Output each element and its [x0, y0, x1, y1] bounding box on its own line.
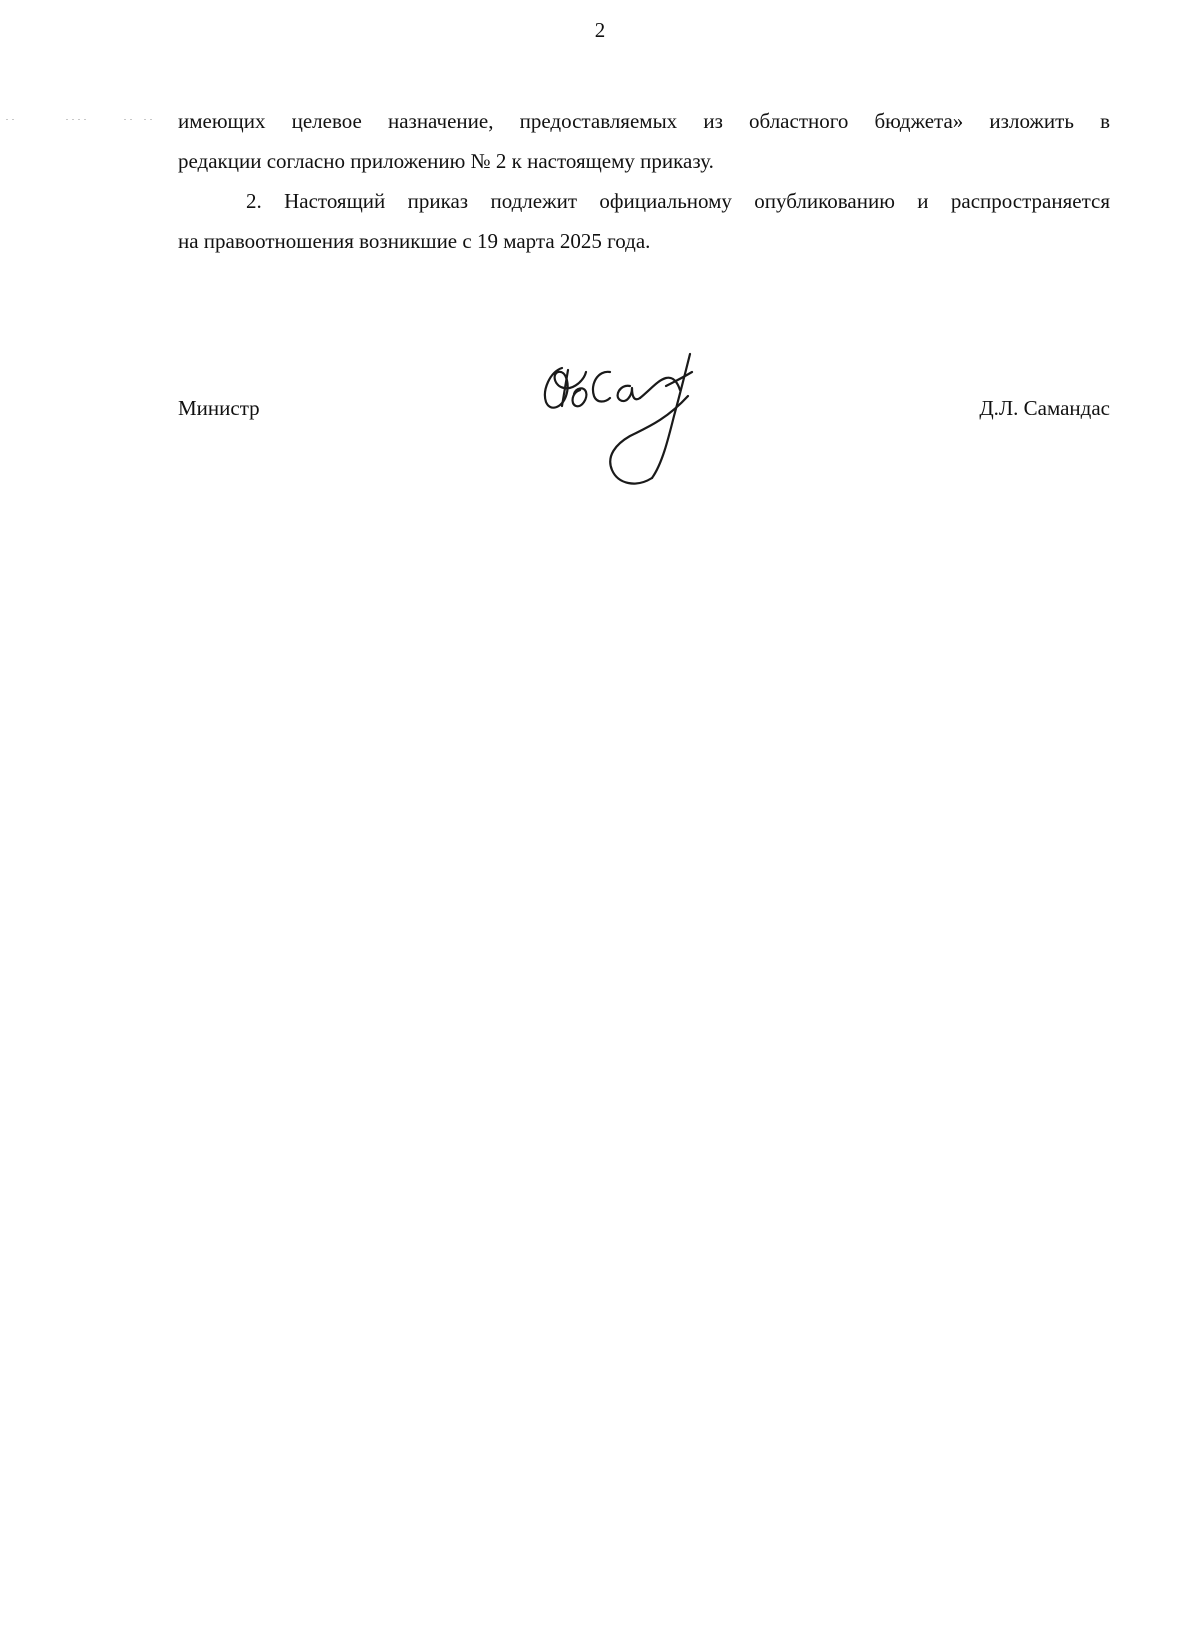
- document-body: [178, 101, 1110, 261]
- text-line: редакции согласно приложению № 2 к настоящему приказу.: [178, 149, 714, 173]
- text-line: 2. Настоящий приказ подлежит официальному опубликованию и распространяется: [246, 189, 1110, 213]
- text-line: на правоотношения возникшие с 19 марта 2025 года.: [178, 229, 651, 253]
- paragraph-2: [178, 181, 1110, 261]
- paragraph-continuation: [178, 101, 1110, 181]
- text-line: имеющих целевое назначение, предоставляемых из областного бюджета» изложить в: [178, 109, 1110, 133]
- signer-position: Министр: [178, 396, 260, 420]
- signer-name: Д.Л. Самандас: [979, 396, 1110, 420]
- handwritten-signature-icon: [540, 350, 710, 490]
- scan-artifact-dots: [4, 118, 154, 122]
- page-number: 2: [594, 18, 606, 42]
